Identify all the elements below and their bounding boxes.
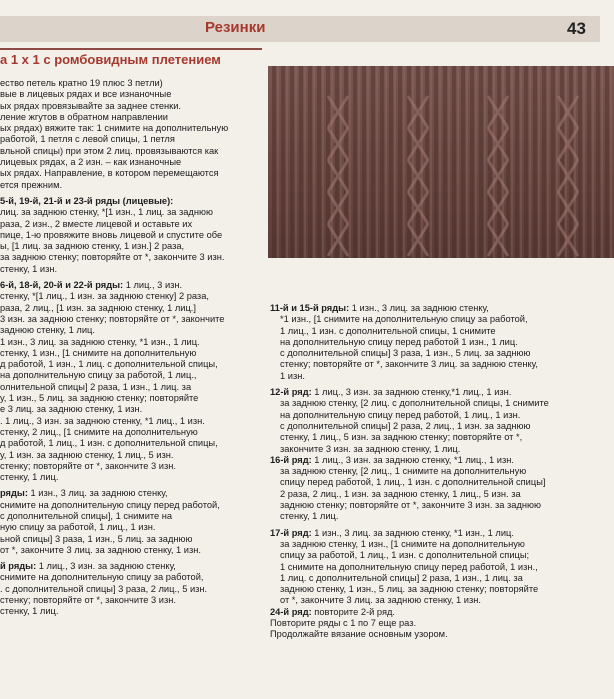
instruction-line [270,584,586,595]
row-text: 1 лиц., 1 изн. с дополнительной спицы, 1 снимите [280,325,496,336]
row-label: ряды: [0,488,28,499]
instruction-line [270,387,586,398]
row-text: олнительной спицы] 2 раза, 1 изн., 1 лиц. за [0,381,192,392]
row-text: лицевых рядах, а 2 изн. – как изнаночные [0,157,182,168]
instruction-line [270,421,586,432]
instruction-line [270,539,586,550]
row-text: 1 лиц., 3 изн. [123,280,183,291]
instruction-line [270,562,586,573]
instruction-line [0,291,260,302]
instruction-line [0,472,260,483]
row-text: от *, закончите 3 лиц. за заднюю стенку, 1 изн. [280,595,481,606]
row-text: за заднюю стенку, 1 изн., [1 снимите на дополнительную [280,538,525,549]
instruction-line [0,511,260,522]
row-text: стенку, 1 лиц. [0,606,59,617]
instruction-line [270,489,586,500]
instruction-line [270,432,586,443]
row-text: ых рядах) вяжите так: 1 снимите на дополнительную [0,123,229,134]
row-text: д работой, 1 изн., 1 лиц. с дополнительной спицы, [0,359,218,370]
row-text: 1 изн. [280,370,305,381]
instruction-line [270,410,586,421]
instruction-line [270,466,586,477]
instruction-line [0,123,260,134]
row-text: стенку, 1 лиц. [280,511,339,522]
row-text: 1 лиц., 3 изн. за заднюю стенку, [36,561,176,572]
row-text: у, 1 изн., 5 лиц. за заднюю стенку; повторяйте [0,393,199,404]
instruction-line [0,545,260,556]
instruction-line [0,314,260,325]
row-text: снимите на дополнительную спицу за работой, [0,572,204,583]
row-text: ы, [1 лиц. за заднюю стенку, 1 изн.] 2 раза, [0,241,185,252]
instruction-line [0,561,260,572]
row-text: д работой, 1 лиц., 1 изн. с дополнительной спицы, [0,438,218,449]
row-label: 17-й ряд: [270,527,312,538]
instruction-line [0,303,260,314]
row-text: работой, 1 петля с левой спицы, 1 петля [0,134,175,145]
instruction-line [0,280,260,291]
instruction-line [270,398,586,409]
row-text: . 1 лиц., 3 изн. за заднюю стенку, *1 лиц., 1 изн. [0,415,205,426]
row-text: пице, 1-ю провяжите вновь лицевой и спустите обе [0,229,223,240]
instruction-line [0,450,260,461]
instruction-line [0,101,260,112]
row-text: ется прежним. [0,179,63,190]
instruction-line [0,230,260,241]
instruction-line [270,511,586,522]
instruction-line [0,157,260,168]
row-text: 1 изн., 3 лиц. за заднюю стенку, *1 изн., 1 лиц. [0,336,200,347]
instruction-line [0,500,260,511]
instruction-line [0,572,260,583]
instruction-line [270,618,586,629]
row-label: 12-й ряд: [270,387,312,398]
instruction-line [0,606,260,617]
row-text: 1 лиц., 3 изн. за заднюю стенку,*1 лиц., 1 изн. [311,387,512,398]
row-text: закончите 3 изн. за заднюю стенку, 1 лиц. [280,443,461,454]
row-text: 1 лиц., 3 изн. за заднюю стенку, *1 лиц., 1 изн. [311,454,514,465]
row-text: 1 изн., 3 лиц. за заднюю стенку, *1 изн., 1 лиц. [311,527,514,538]
row-text: ьной спицы] 3 раза, 1 изн., 5 лиц. за заднюю [0,533,193,544]
instruction-line [0,134,260,145]
row-text: вые в лицевых рядах и все изнаночные [0,89,172,100]
instruction-line [0,404,260,415]
row-text: от *, закончите 3 лиц. за заднюю стенку, 1 изн. [0,544,201,555]
instruction-line [0,168,260,179]
instruction-line [270,500,586,511]
instruction-line [0,89,260,100]
row-text: стенку; повторяйте от *, закончите 3 изн. [0,460,176,471]
row-text: заднюю стенку; повторяйте от *, закончите 3 изн. за заднюю [280,500,541,511]
instruction-line [0,337,260,348]
instruction-line [0,264,260,275]
row-text: на дополнительную спицу перед работой 1 изн., 1 лиц. [280,336,518,347]
row-text: раза, 2 изн., 2 вместе лицевой и оставьте их [0,218,193,229]
instruction-line [0,207,260,218]
row-text: снимите на дополнительную спицу перед работой, [0,499,220,510]
instruction-line [270,303,586,314]
row-text: стенку, 1 лиц. [0,472,59,483]
row-text: Продолжайте вязание основным узором. [270,629,448,640]
row-text: *1 изн., [1 снимите на дополнительную спицу за работой, [280,314,528,325]
instruction-line [270,359,586,370]
instruction-line [270,528,586,539]
row-text: 1 изн., 3 лиц. за заднюю стенку, [27,488,168,499]
row-text: за заднюю стенку; повторяйте от *, закончите 3 изн. [0,252,225,263]
row-text: за заднюю стенку, [2 лиц., 1 снимите на дополнительную [280,466,527,477]
instruction-line [270,607,586,618]
row-label: 16-й ряд: [270,454,312,465]
row-text: с дополнительной спицы], 1 снимите на [0,510,173,521]
row-text: с дополнительной спицы] 2 раза, 2 лиц., 1 изн. за заднюю [280,420,531,431]
row-text: ную спицу за работой, 1 лиц., 1 изн. [0,522,156,533]
left-instructions [0,78,260,693]
instruction-line [0,370,260,381]
right-instructions [270,303,586,641]
instruction-line [270,348,586,359]
pattern-heading: а 1 х 1 с ромбовидным плетением [0,52,221,67]
instruction-line [0,534,260,545]
instruction-line [0,522,260,533]
row-text: 3 изн. за заднюю стенку; повторяйте от *, закончите [0,313,225,324]
instruction-line [270,371,586,382]
instruction-line [0,488,260,499]
row-text: заднюю стенку, 1 лиц. [0,325,95,336]
instruction-line [270,444,586,455]
instruction-line [0,595,260,606]
instruction-line [0,241,260,252]
row-text: . с дополнительной спицы] 3 раза, 2 лиц., 5 изн. [0,583,208,594]
row-text: 1 лиц. с дополнительной спицы] 2 раза, 1 изн., 1 лиц. за [280,572,523,583]
row-text: стенку, 1 изн., [1 снимите на дополнительную [0,347,197,358]
instruction-line [0,416,260,427]
instruction-line [0,78,260,89]
instruction-line [270,337,586,348]
instruction-line [0,382,260,393]
instruction-line [0,219,260,230]
instruction-line [0,112,260,123]
row-label: 5-й, 19-й, 21-й и 23-й ряды (лицевые): [0,195,174,206]
instruction-line [270,550,586,561]
row-text: с дополнительной спицы] 3 раза, 1 изн., 5 лиц. за заднюю [280,348,531,359]
row-label: й ряды: [0,561,37,572]
row-text: стенку, 2 лиц., [1 снимите на дополнительную [0,426,198,437]
instruction-line [0,325,260,336]
row-text: лиц. за заднюю стенку, *[1 изн., 1 лиц. за заднюю [0,207,213,218]
row-text: 2 раза, 2 лиц., 1 изн. за заднюю стенку, 1 лиц., 5 изн. за [280,488,521,499]
row-text: повторите 2-й ряд. [311,606,395,617]
row-text: ление жгутов в обратном направлении [0,111,168,122]
row-text: у, 1 изн. за заднюю стенку, 1 лиц., 5 изн. [0,449,174,460]
row-text: ых рядах. Направление, в котором перемещаются [0,168,219,179]
row-text: на дополнительную спицу перед работой, 1 лиц., 1 изн. [280,409,521,420]
row-text: е 3 лиц. за заднюю стенку, 1 изн. [0,404,143,415]
row-text: спицу за работой, 1 лиц., 1 изн. с дополнительной спицы; [280,550,530,561]
header-band [0,16,600,42]
instruction-line [0,438,260,449]
row-text: стенку, 1 лиц., 5 изн. за заднюю стенку; повторяйте от *, [280,432,523,443]
instruction-line [270,314,586,325]
row-text: заднюю стенку, 1 изн., 5 лиц. за заднюю стенку; повторяйте [280,584,539,595]
instruction-line [0,252,260,263]
instruction-line [0,393,260,404]
row-text: на дополнительную спицу за работой, 1 лиц., [0,370,197,381]
instruction-line [0,461,260,472]
instruction-line [0,359,260,370]
row-label: 11-й и 15-й ряды: [270,303,350,313]
instruction-line [270,326,586,337]
instruction-line [0,196,260,207]
instruction-line [0,427,260,438]
instruction-line [270,573,586,584]
page-number: 43 [567,19,586,38]
row-text: 1 изн., 3 лиц. за заднюю стенку, [349,303,489,313]
row-text: ество петель кратно 19 плюс 3 петли) [0,78,163,88]
row-text: за заднюю стенку, [2 лиц. с дополнительной спицы, 1 снимите [280,398,549,409]
knitted-sample-photo [268,66,614,258]
row-text: стенку, *[1 лиц., 1 изн. за заднюю стенку] 2 раза, [0,291,209,302]
instruction-line [0,584,260,595]
section-title: Резинки [205,19,266,36]
row-text: стенку; повторяйте от *, закончите 3 лиц. за заднюю стенку, [280,359,538,370]
row-text: 1 снимите на дополнительную спицу перед работой, 1 изн., [280,561,538,572]
row-text: Повторите ряды с 1 по 7 еще раз. [270,618,417,629]
row-text: стенку, 1 изн. [0,263,58,274]
row-text: вльной спицы) при этом 2 лиц. провязываются как [0,145,219,156]
row-label: 24-й ряд: [270,606,312,617]
instruction-line [270,595,586,606]
row-label: 6-й, 18-й, 20-й и 22-й ряды: [0,280,124,291]
instruction-line [0,180,260,191]
instruction-line [0,348,260,359]
row-text: спицу перед работой, 1 лиц., 1 изн. с дополнительной спицы] [280,477,546,488]
row-text: ых рядах провязывайте за заднее стенки. [0,100,182,111]
instruction-line [270,455,586,466]
instruction-line [270,629,586,640]
row-text: раза, 2 лиц., [1 изн. за заднюю стенку, 1 лиц.] [0,302,196,313]
row-text: стенку; повторяйте от *, закончите 3 изн. [0,595,176,606]
instruction-line [270,477,586,488]
instruction-line [0,146,260,157]
